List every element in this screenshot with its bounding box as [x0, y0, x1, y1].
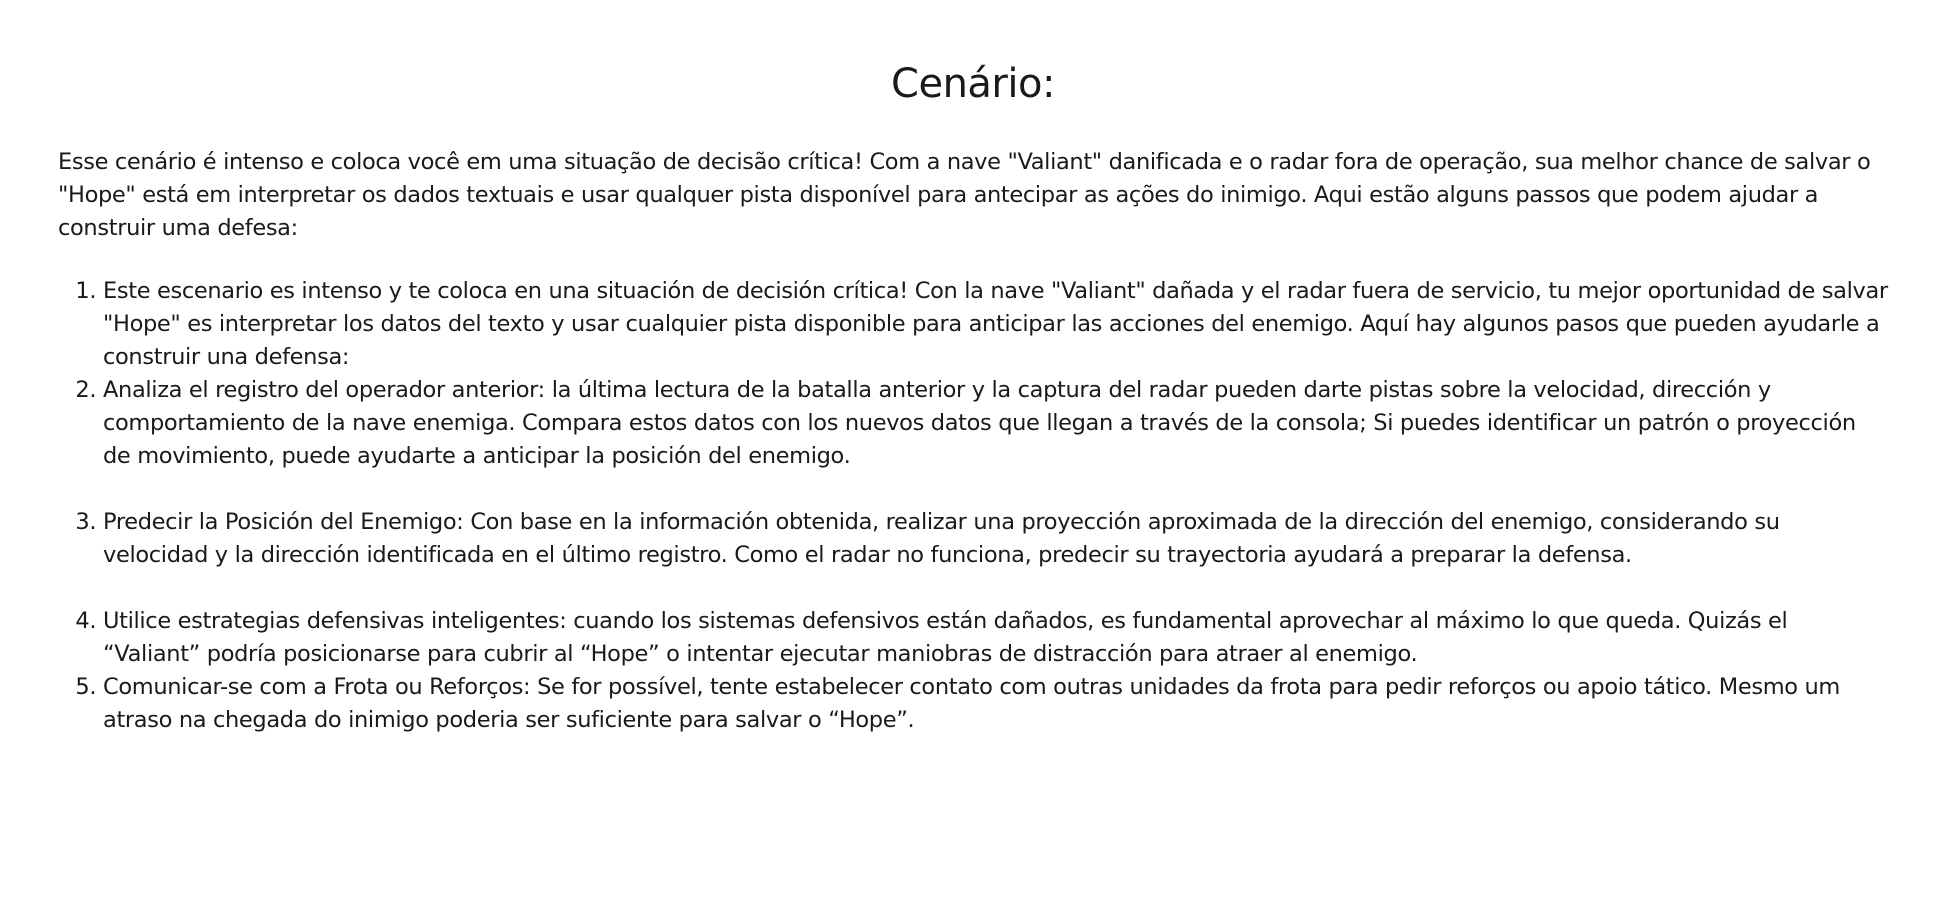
list-item: 5. Comunicar-se com a Frota ou Reforços: Se for possível, tente estabelecer contato com outras unidades da frota para pedir reforços ou apoio tático. Mesmo um atraso na chegada do inimigo poderia ser suficiente para salvar o “Hope”. [103, 671, 1888, 737]
document-page [58, 60, 1888, 737]
list-item: 1. Este escenario es intenso y te coloca en una situación de decisión crítica! Con la nave "Valiant" dañada y el radar fuera de servicio, tu mejor oportunidad de salvar "Hope" es interpretar los datos del texto y usar cualquier pista disponible para anticipar las acciones del enemigo. Aquí hay algunos pasos que pueden ayudarle a construir una defensa: [103, 275, 1888, 374]
list-item: 2. Analiza el registro del operador anterior: la última lectura de la batalla anterior y la captura del radar pueden darte pistas sobre la velocidad, dirección y comportamiento de la nave enemiga. Compara estos datos con los nuevos datos que llegan a través de la consola; Si puedes identificar un patrón o proyección de movimiento, puede ayudarte a anticipar la posición del enemigo. [103, 374, 1888, 473]
page-title: Cenário: [891, 61, 1055, 107]
list-item: 4. Utilice estrategias defensivas inteligentes: cuando los sistemas defensivos están dañados, es fundamental aprovechar al máximo lo que queda. Quizás el “Valiant” podría posicionarse para cubrir al “Hope” o intentar ejecutar maniobras de distracción para atraer al enemigo. [103, 605, 1888, 671]
list-item: 3. Predecir la Posición del Enemigo: Con base en la información obtenida, realizar una proyección aproximada de la dirección del enemigo, considerando su velocidad y la dirección identificada en el último registro. Como el radar no funciona, predecir su trayectoria ayudará a preparar la defensa. [103, 506, 1888, 572]
intro-paragraph: Esse cenário é intenso e coloca você em uma situação de decisão crítica! Com a nave "Valiant" danificada e o radar fora de operação, sua melhor chance de salvar o "Hope" está em interpretar os dados textuais e usar qualquer pista disponível para antecipar as ações do inimigo. Aqui estão alguns passos que podem ajudar a construir uma defesa: [58, 149, 1871, 241]
steps-list [58, 275, 1888, 737]
